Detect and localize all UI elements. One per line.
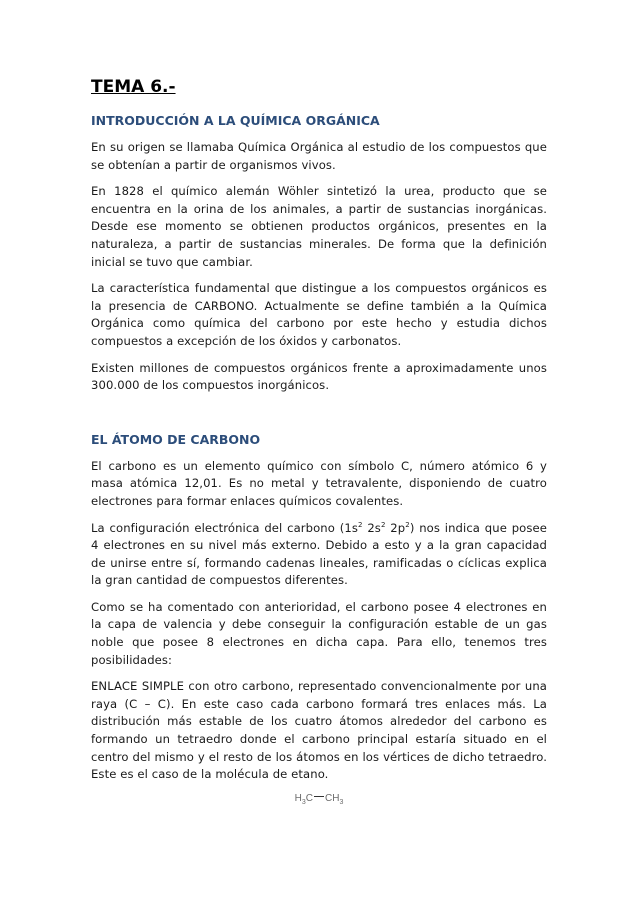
config-superscript-2p: 2 [405,520,410,529]
formula-left-c: C [305,792,313,804]
carbon-paragraph-4: ENLACE SIMPLE con otro carbono, representado convencionalmente por una raya (C – C). En este caso cada carbono formará tres enlaces más. La distribución más estable de los cuatro átomos alrededor del carbono es formando un tetraedro donde el carbono principal estaría situado en el centro del mismo y el resto de los átomos en los vértices de dicho tetraedro. Este es el caso de la molécula de etano. [91,679,547,782]
carbon-paragraph-2 [91,520,547,590]
intro-heading: INTRODUCCIÓN A LA QUÍMICA ORGÁNICA [91,113,380,128]
formula-left-h: H [294,792,302,804]
formula-left-subscript: 3 [301,798,306,806]
formula-right-ch: CH [325,792,340,804]
intro-paragraph-1: En su origen se llamaba Química Orgánica al estudio de los compuestos que se obtenían a partir de organismos vivos. [91,140,547,172]
document-page [91,76,547,804]
config-text-start: La configuración electrónica del carbono (1s [91,520,358,535]
config-text-2s: 2s [362,520,381,535]
config-text-2p: 2p [385,520,406,535]
ethane-formula [91,793,547,804]
config-superscript-1s: 2 [357,520,363,529]
single-bond-line [314,796,324,797]
config-superscript-2s: 2 [380,520,386,529]
formula-right-subscript: 3 [339,798,344,806]
page-title: TEMA 6.- [91,77,176,97]
carbon-paragraph-3: Como se ha comentado con anterioridad, el carbono posee 4 electrones en la capa de valencia y debe conseguir la configuración estable de un gas noble que posee 8 electrones en dicha capa. Para ello, tenemos tres posibilidades: [91,599,547,667]
config-text-end: ) nos indica que posee 4 electrones en su nivel más externo. Debido a esto y a la gran capacidad de unirse entre sí, formando cadenas lineales, ramificadas o cíclicas explica la gran cantidad de compuestos diferentes. [91,520,547,588]
intro-paragraph-3: La característica fundamental que distingue a los compuestos orgánicos es la presencia de CARBONO. Actualmente se define también a la Química Orgánica como química del carbono por este hecho y estudia dichos compuestos a excepción de los óxidos y carbonatos. [91,281,547,348]
carbon-paragraph-1: El carbono es un elemento químico con símbolo C, número atómico 6 y masa atómica 12,01. Es no metal y tetravalente, disponiendo de cuatro electrones para formar enlaces químicos covalentes. [91,458,547,508]
intro-paragraph-4: Existen millones de compuestos orgánicos frente a aproximadamente unos 300.000 de los compuestos inorgánicos. [91,360,547,393]
intro-paragraph-2: En 1828 el químico alemán Wöhler sintetizó la urea, producto que se encuentra en la orina de los animales, a partir de sustancias inorgánicas. Desde ese momento se obtienen productos orgánicos, presentes en la naturaleza, a partir de sustancias minerales. De forma que la definición inicial se tuvo que cambiar. [91,184,547,269]
carbon-heading: EL ÁTOMO DE CARBONO [91,431,261,447]
